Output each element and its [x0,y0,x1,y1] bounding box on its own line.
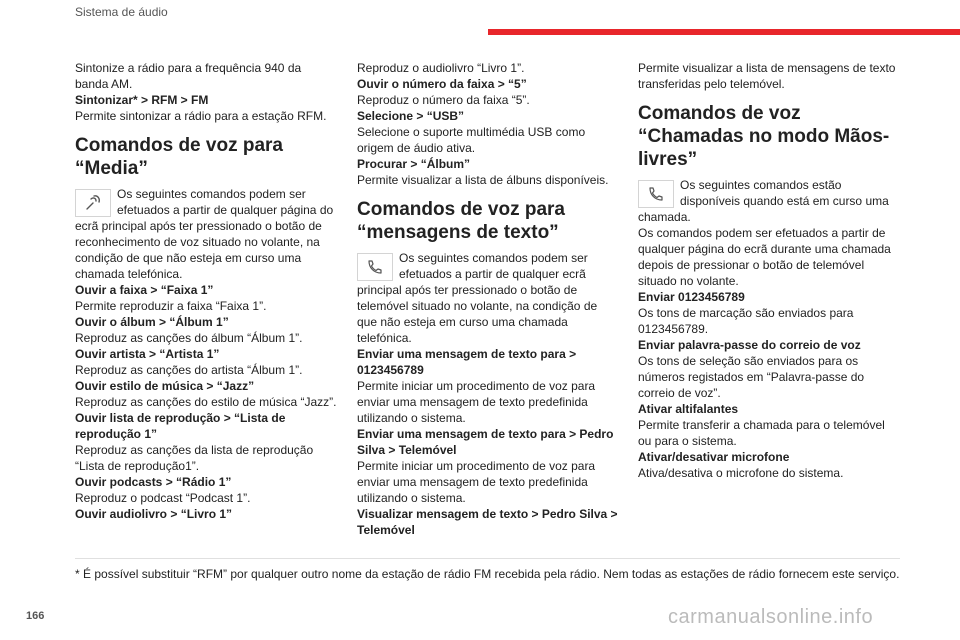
col2-commands [357,346,619,538]
col3-heading: Comandos de voz “Chamadas no modo Mãos-livres” [638,103,890,170]
header-accent-bar [488,29,960,35]
col2-icon-text: Os seguintes comandos podem ser efetuados a partir de qualquer ecrã principal após ter pressionado o botão de telemóvel situado no volante, na condição de que não esteja em curso uma chamada telefónica. [357,251,598,345]
command-line: Ouvir audiolivro > “Livro 1” [75,507,233,521]
description-line: Reproduz o número da faixa “5”. [357,93,530,107]
command-line: Procurar > “Álbum” [357,157,471,171]
command-line: Enviar palavra-passe do correio de voz [638,338,861,352]
description-line: Permite reproduzir a faixa “Faixa 1”. [75,299,267,313]
column-2 [357,60,619,538]
command-line: Enviar uma mensagem de texto para > 0123456789 [357,347,577,377]
footnote: * É possível substituir “RFM” por qualquer outro nome da estação de rádio FM recebida pela rádio. Nem todas as estações de rádio fornecem este serviço. [75,567,900,581]
command-line: Ouvir artista > “Artista 1” [75,347,220,361]
command-line: Ouvir o número da faixa > “5” [357,77,527,91]
phone-icon [638,180,674,208]
description-line: Os comandos podem ser efetuados a partir de qualquer página do ecrã durante uma chamada depois de pressionar o botão de telemóvel situado no volante. [638,226,891,288]
col3-icon-text: Os seguintes comandos estão disponíveis quando está em curso uma chamada. [638,178,889,224]
description-line: Os tons de marcação são enviados para 0123456789. [638,306,854,336]
description-line: Permite iniciar um procedimento de voz para enviar uma mensagem de texto predefinida utilizando o sistema. [357,379,596,425]
description-line: Reproduz o audiolivro “Livro 1”. [357,61,525,75]
description-line: Permite iniciar um procedimento de voz para enviar uma mensagem de texto predefinida utilizando o sistema. [357,459,596,505]
description-line: Reproduz as canções do estilo de música “Jazz”. [75,395,337,409]
column-3 [638,60,900,481]
command-line: Ouvir podcasts > “Rádio 1” [75,475,232,489]
description-line: Reproduz as canções do álbum “Álbum 1”. [75,331,303,345]
description-line: Os tons de seleção são enviados para os números registados em “Palavra-passe do correio de voz”. [638,354,865,400]
command-line: Visualizar mensagem de texto > Pedro Silva > Telemóvel [357,507,618,537]
col2-top [357,60,619,188]
page-header-title: Sistema de áudio [75,5,168,19]
voice-command-icon [75,189,111,217]
col1-commands [75,282,337,522]
col3-top [638,60,900,92]
command-line: Ouvir a faixa > “Faixa 1” [75,283,214,297]
description-line: Permite transferir a chamada para o telemóvel ou para o sistema. [638,418,885,448]
col1-heading: Comandos de voz para “Media” [75,135,283,179]
command-line: Enviar uma mensagem de texto para > Pedro Silva > Telemóvel [357,427,614,457]
watermark: carmanualsonline.info [668,606,874,628]
description-line: Selecione o suporte multimédia USB como origem de áudio ativa. [357,125,586,155]
phone-icon [357,253,393,281]
command-line: Ativar altifalantes [638,402,739,416]
col1-icon-text: Os seguintes comandos podem ser efetuados a partir de qualquer página do ecrã principal após ter pressionado o botão de reconhecimento de voz situado no volante, na condição de que não esteja em curso uma chamada telefónica. [75,187,334,281]
col3-commands [638,225,900,481]
page-number: 166 [26,610,45,622]
command-line: Ouvir o álbum > “Álbum 1” [75,315,229,329]
command-line: Selecione > “USB” [357,109,465,123]
description-line: Permite sintonizar a rádio para a estação RFM. [75,109,327,123]
column-1 [75,60,337,522]
col2-heading: Comandos de voz para “mensagens de texto” [357,199,565,243]
command-line: Enviar 0123456789 [638,290,745,304]
footnote-divider [75,558,900,559]
command-line: Sintonizar* > RFM > FM [75,93,209,107]
command-line: Ouvir lista de reprodução > “Lista de reprodução 1” [75,411,286,441]
description-line: Reproduz as canções da lista de reprodução “Lista de reprodução1”. [75,443,314,473]
description-line: Permite visualizar a lista de mensagens de texto transferidas pelo telemóvel. [638,61,896,91]
col1-intro [75,60,337,124]
description-line: Permite visualizar a lista de álbuns disponíveis. [357,173,609,187]
description-line: Reproduz o podcast “Podcast 1”. [75,491,251,505]
description-line: Ativa/desativa o microfone do sistema. [638,466,844,480]
command-line: Ouvir estilo de música > “Jazz” [75,379,255,393]
description-line: Sintonize a rádio para a frequência 940 da banda AM. [75,61,302,91]
command-line: Ativar/desativar microfone [638,450,790,464]
description-line: Reproduz as canções do artista “Álbum 1”. [75,363,303,377]
